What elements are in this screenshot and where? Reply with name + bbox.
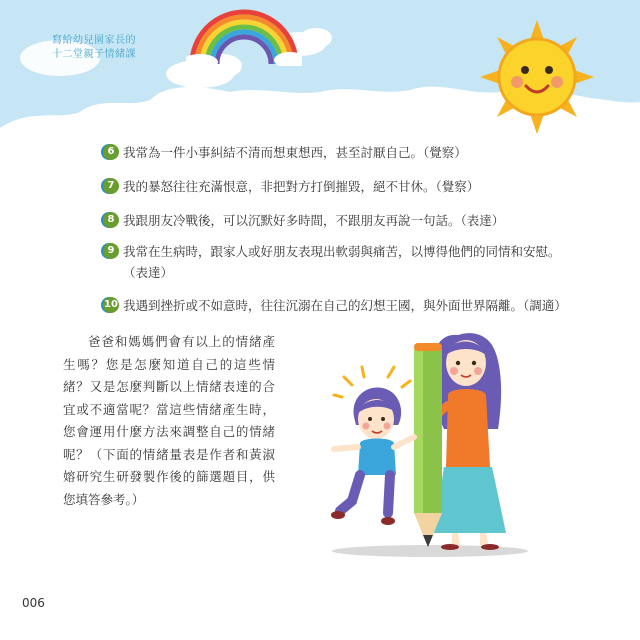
- item-text: 我常在生病時，跟家人或好朋友表現出軟弱與痛苦，以博得他們的同情和安慰。（表達）: [123, 244, 561, 280]
- list-item: [103, 295, 567, 316]
- body-paragraph: 爸爸和媽媽們會有以上的情緒產生嗎？您是怎麼知道自己的這些情緒？又是怎麼判斷以上情緒表達的合宜或不適當呢？當這些情緒產生時，您會運用什麼方法來調整自己的情緒呢？（下面的情緒量表是作者和黃淑嫆研究生研發製作後的篩選題目，供您填答參考。）: [63, 334, 275, 507]
- item-number-badge: 9: [103, 243, 119, 259]
- rainbow-icon: [186, 6, 302, 66]
- item-number-badge: 10: [103, 297, 119, 313]
- list-item: [103, 142, 563, 163]
- page-number: 006: [22, 596, 45, 610]
- list-item: [103, 210, 563, 231]
- list-item: [103, 241, 563, 283]
- item-number-badge: 6: [103, 144, 119, 160]
- book-title: [26, 34, 162, 62]
- book-title-line1: 寫給幼兒園家長的: [52, 35, 136, 46]
- mother-child-pencil-illustration: [330, 325, 530, 560]
- sun-icon: [478, 18, 596, 136]
- item-text: 我遇到挫折或不如意時，往往沉溺在自己的幻想王國，與外面世界隔離。（調適）: [123, 298, 567, 313]
- book-title-line2: 十二堂親子情緒課: [52, 49, 136, 60]
- item-text: 我跟朋友冷戰後，可以沉默好多時間，不跟朋友再說一句話。（表達）: [123, 213, 505, 228]
- checklist: [103, 142, 567, 316]
- list-item: [103, 176, 563, 197]
- item-text: 我的暴怒往往充滿恨意，非把對方打倒摧毀，絕不甘休。（覺察）: [123, 179, 480, 194]
- item-number-badge: 8: [103, 212, 119, 228]
- item-number-badge: 7: [103, 178, 119, 194]
- item-text: 我常為一件小事糾結不清而想東想西，甚至討厭自己。（覺察）: [123, 145, 467, 160]
